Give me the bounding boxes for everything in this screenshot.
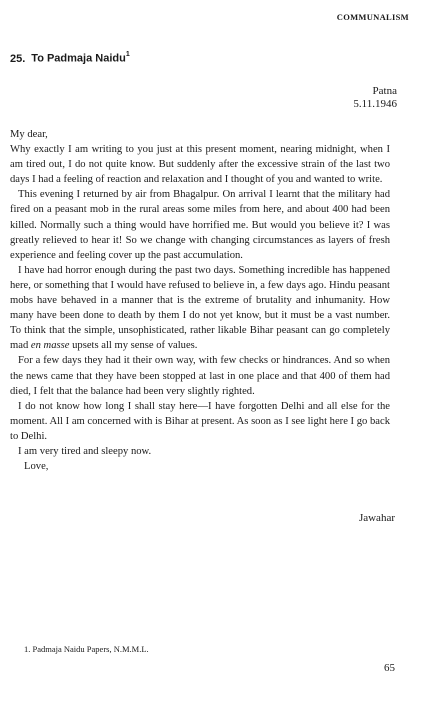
letter-place: Patna (372, 85, 397, 97)
closing: Love, (24, 461, 49, 473)
paragraph-2: This evening I returned by air from Bhagalpur. On arrival I learnt that the military had fired on a peasant mob in the rural areas some miles from here, and about 400 had been killed. Normally such a thing would have horrified me. But would you believe it? I was greatly relieved to hear it! So we change with changing circumstances as layers of fresh experience and feeling cover up the past accumulation. (10, 189, 390, 261)
paragraph-1: Why exactly I am writing to you just at this present moment, nearing midnight, when I am tired out, I do not quite know. But suddenly after the excessive strain of the last two days I had a feeling of reaction and relaxation and I thought of you and wanted to write. (10, 144, 390, 186)
running-head: COMMUNALISM (336, 12, 409, 22)
paragraph-3-italic: en masse (30, 340, 70, 352)
paragraph-6: I am very tired and sleepy now. (18, 445, 152, 457)
salutation: My dear, (10, 129, 48, 140)
paragraph-3-end: upsets all my sense of values. (72, 340, 198, 352)
paragraph-5: I do not know how long I shall stay here—I have forgotten Delhi and all else for the moment. All I am concerned with is Bihar at present. As soon as I see light here I go back to Delhi. (10, 400, 390, 442)
page-number: 65 (384, 662, 395, 674)
paragraph-3 (10, 263, 390, 354)
signature: Jawahar (358, 512, 395, 524)
letter-date: 5.11.1946 (353, 98, 397, 110)
footnote-marker: 1 (125, 51, 130, 58)
letter-heading (10, 52, 130, 65)
paragraph-3-text: I have had horror enough during the past two days. Something incredible has happened here, or something that I would have refused to believe in, a few days ago. Hindu peasant mobs have behaved in a manner that is the extreme of brutality and inhumanity. How many have been done to death by them I do not yet know, but it must be a vast number. To think that the simple, unsophisticated, rather likable Bihar peasant can go completely mad (10, 264, 390, 352)
letter-number: 25. (10, 52, 26, 65)
letter-body (10, 127, 390, 474)
letter-title: To Padmaja Naidu (31, 52, 126, 65)
footnote: 1. Padmaja Naidu Papers, N.M.M.L. (24, 644, 149, 654)
paragraph-4: For a few days they had it their own way, with few checks or hindrances. And so when the news came that they have been stopped at last in one place and that 400 of them had died, I felt that the balance had been very slightly righted. (10, 355, 390, 397)
